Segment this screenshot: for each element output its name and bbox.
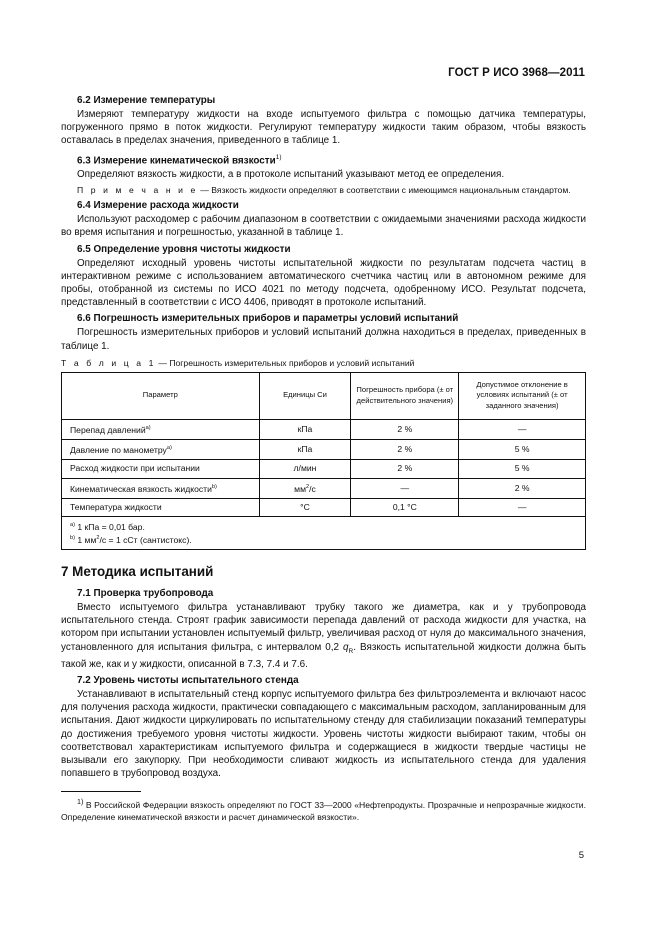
footnote-ref-1: 1) — [275, 153, 282, 161]
param-cell — [62, 419, 260, 439]
page-number: 5 — [578, 850, 584, 861]
section-6-2-title: 6.2 Измерение температуры — [77, 95, 216, 106]
param-cell — [62, 478, 260, 498]
page-content — [61, 94, 586, 823]
section-6-3-note — [61, 184, 586, 196]
table-row — [62, 419, 586, 439]
accuracy-cell: 2 % — [351, 440, 459, 460]
table-1 — [61, 372, 586, 550]
unit-cell: °С — [259, 498, 351, 516]
param-name: Давление по манометру — [70, 444, 167, 455]
q-symbol: q — [343, 641, 349, 653]
footnote-text: 1 кПа = 0,01 бар. — [77, 522, 145, 533]
section-7-2-text: Устанавливают в испытательный стенд корпус испытуемого фильтра без фильтроэлемента и включают насос для получения расхода жидкости, практически совпадающего с максимальным расходом, запланированным для испытания. Дают жидкости циркулировать по испытательному стенду для стабилизации показаний температуры до достижения требуемого уровня чистоты жидкости. Уровень чистоты жидкости выбирают таким, чтобы он соответствовал характеристикам испытуемого фильтра и содержащиеся в жидкости твердые частицы не вызывали его закупорку. При необходимости сливают жидкость из испытательного стенда для удаления попавшего в трубопровод воздуха. — [61, 689, 586, 780]
page-footnote — [61, 796, 586, 823]
unit-cell — [259, 478, 351, 498]
table-1-caption-text: — Погрешность измерительных приборов и условий испытаний — [155, 357, 415, 368]
section-6-6-title: 6.6 Погрешность измерительных приборов и параметры условий испытаний — [77, 313, 459, 325]
param-footnote-mark: a) — [166, 445, 172, 451]
unit-cell: л/мин — [259, 460, 351, 478]
footnote-mark: 1) — [77, 798, 84, 807]
footnote-text-post: /с = 1 сСт (сантистокс). — [99, 535, 192, 546]
footnote-mark: b) — [70, 535, 75, 542]
footnote-mark: a) — [70, 522, 75, 529]
table-footnote-b — [70, 533, 577, 546]
accuracy-cell: — — [351, 478, 459, 498]
document-code-header: ГОСТ Р ИСО 3968—2011 — [448, 67, 585, 79]
table-row — [62, 440, 586, 460]
section-7-title: 7 Методика испытаний — [61, 564, 214, 580]
note-label: П р и м е ч а н и е — [77, 185, 198, 196]
accuracy-cell: 0,1 °С — [351, 498, 459, 516]
table-row — [62, 478, 586, 498]
param-name: Температура жидкости — [70, 501, 162, 512]
unit-base: мм — [294, 483, 306, 494]
param-name: Кинематическая вязкость жидкости — [70, 483, 212, 494]
footnote-text-pre: 1 мм — [77, 535, 97, 546]
footnote-divider — [61, 791, 141, 792]
table-1-caption — [61, 358, 586, 368]
footnote-exponent: 2 — [96, 535, 100, 542]
section-6-2-text: Измеряют температуру жидкости на входе испытуемого фильтра с помощью датчика температуры, погруженного прямо в поток жидкости. Регулируют температуру жидкости таким образом, чтобы вязкость оставалась в пределах значения, приведенного в таблице 1. — [61, 109, 586, 147]
section-6-6-text: Погрешность измерительных приборов и условий испытаний должна находиться в пределах, приведенных в таблице 1. — [61, 327, 586, 352]
param-name: Перепад давлений — [70, 424, 146, 435]
section-7-1-text-pre: Вместо испытуемого фильтра устанавливают трубку такого же диаметра, как и у трубопровода испытательного стенда. Строят график зависимости перепада давлений от расхода жидкости для участка, на котором при испытании установлен испытуемый фильтр, увеличивая расход от нуля до максимального значения, установленного для испытания фильтра, с интервалом 0,2 — [61, 602, 586, 653]
table-footnote-a — [70, 520, 577, 533]
table-footnotes — [62, 517, 586, 550]
table-footnotes-row — [62, 517, 586, 550]
deviation-cell: — — [459, 419, 586, 439]
deviation-cell: 5 % — [459, 440, 586, 460]
accuracy-cell: 2 % — [351, 460, 459, 478]
section-6-5-title: 6.5 Определение уровня чистоты жидкости — [77, 243, 291, 255]
table-header-cell: Погрешность прибора (± от действительного значения) — [351, 372, 459, 419]
param-cell — [62, 460, 260, 478]
unit-cell: кПа — [259, 419, 351, 439]
table-header-cell: Допустимое отклонение в условиях испытаний (± от заданного значения) — [459, 372, 586, 419]
param-footnote-mark: a) — [145, 424, 151, 431]
param-footnote-mark: b) — [211, 483, 217, 490]
section-6-5-text: Определяют исходный уровень чистоты испытательной жидкости по результатам подсчета частиц в интерактивном режиме с использованием автоматического счетчика частиц или в автономном режиме для пробы, отобранной из системы по ИСО 4021 по методу подсчета, одобренному ИСО. Результат подсчета, представленный в соответствии с ИСО 4406, приводят в протоколе испытаний. — [61, 257, 586, 309]
section-6-4-title: 6.4 Измерение расхода жидкости — [77, 200, 239, 212]
table-header-cell: Параметр — [62, 372, 260, 419]
q-subscript: R — [348, 647, 354, 655]
footnote-text: В Российской Федерации вязкость определяют по ГОСТ 33—2000 «Нефтепродукты. Прозрачные и непрозрачные жидкости. Определение кинематической вязкости и расчет динамической вязкости». — [61, 800, 586, 823]
section-7-1-text — [61, 601, 586, 671]
section-7-2-title: 7.2 Уровень чистоты испытательного стенда — [77, 675, 299, 687]
deviation-cell: 5 % — [459, 460, 586, 478]
table-header-row — [62, 372, 586, 419]
section-7-1-title: 7.1 Проверка трубопровода — [77, 588, 214, 600]
param-cell — [62, 440, 260, 460]
deviation-cell: — — [459, 498, 586, 516]
param-name: Расход жидкости при испытании — [70, 463, 200, 474]
accuracy-cell: 2 % — [351, 419, 459, 439]
param-cell — [62, 498, 260, 516]
deviation-cell: 2 % — [459, 478, 586, 498]
table-row — [62, 498, 586, 516]
section-6-4-text: Используют расходомер с рабочим диапазоном в соответствии с ожидаемыми значениями расхода жидкости во время испытания и погрешностью, указанной в таблице 1. — [61, 214, 586, 239]
note-text: — Вязкость жидкости определяют в соответствии с имеющимся национальным стандартом. — [197, 185, 571, 196]
unit-tail: /с — [309, 483, 316, 494]
unit-exponent: 2 — [305, 483, 310, 490]
section-6-3-title-text: 6.3 Измерение кинематической вязкости — [77, 154, 276, 166]
section-6-3-title — [61, 151, 586, 168]
table-row — [62, 460, 586, 478]
unit-cell: кПа — [259, 440, 351, 460]
section-6-3-text: Определяют вязкость жидкости, а в протоколе испытаний указывают метод ее определения. — [77, 168, 505, 180]
table-1-label: Т а б л и ц а 1 — [61, 357, 156, 368]
table-header-cell: Единицы Си — [259, 372, 351, 419]
section-7-1-text-post: . Вязкость испытательной жидкости должна быть такой же, как и у жидкости, описанной в 7.3, 7.4 и 7.6. — [61, 641, 586, 670]
